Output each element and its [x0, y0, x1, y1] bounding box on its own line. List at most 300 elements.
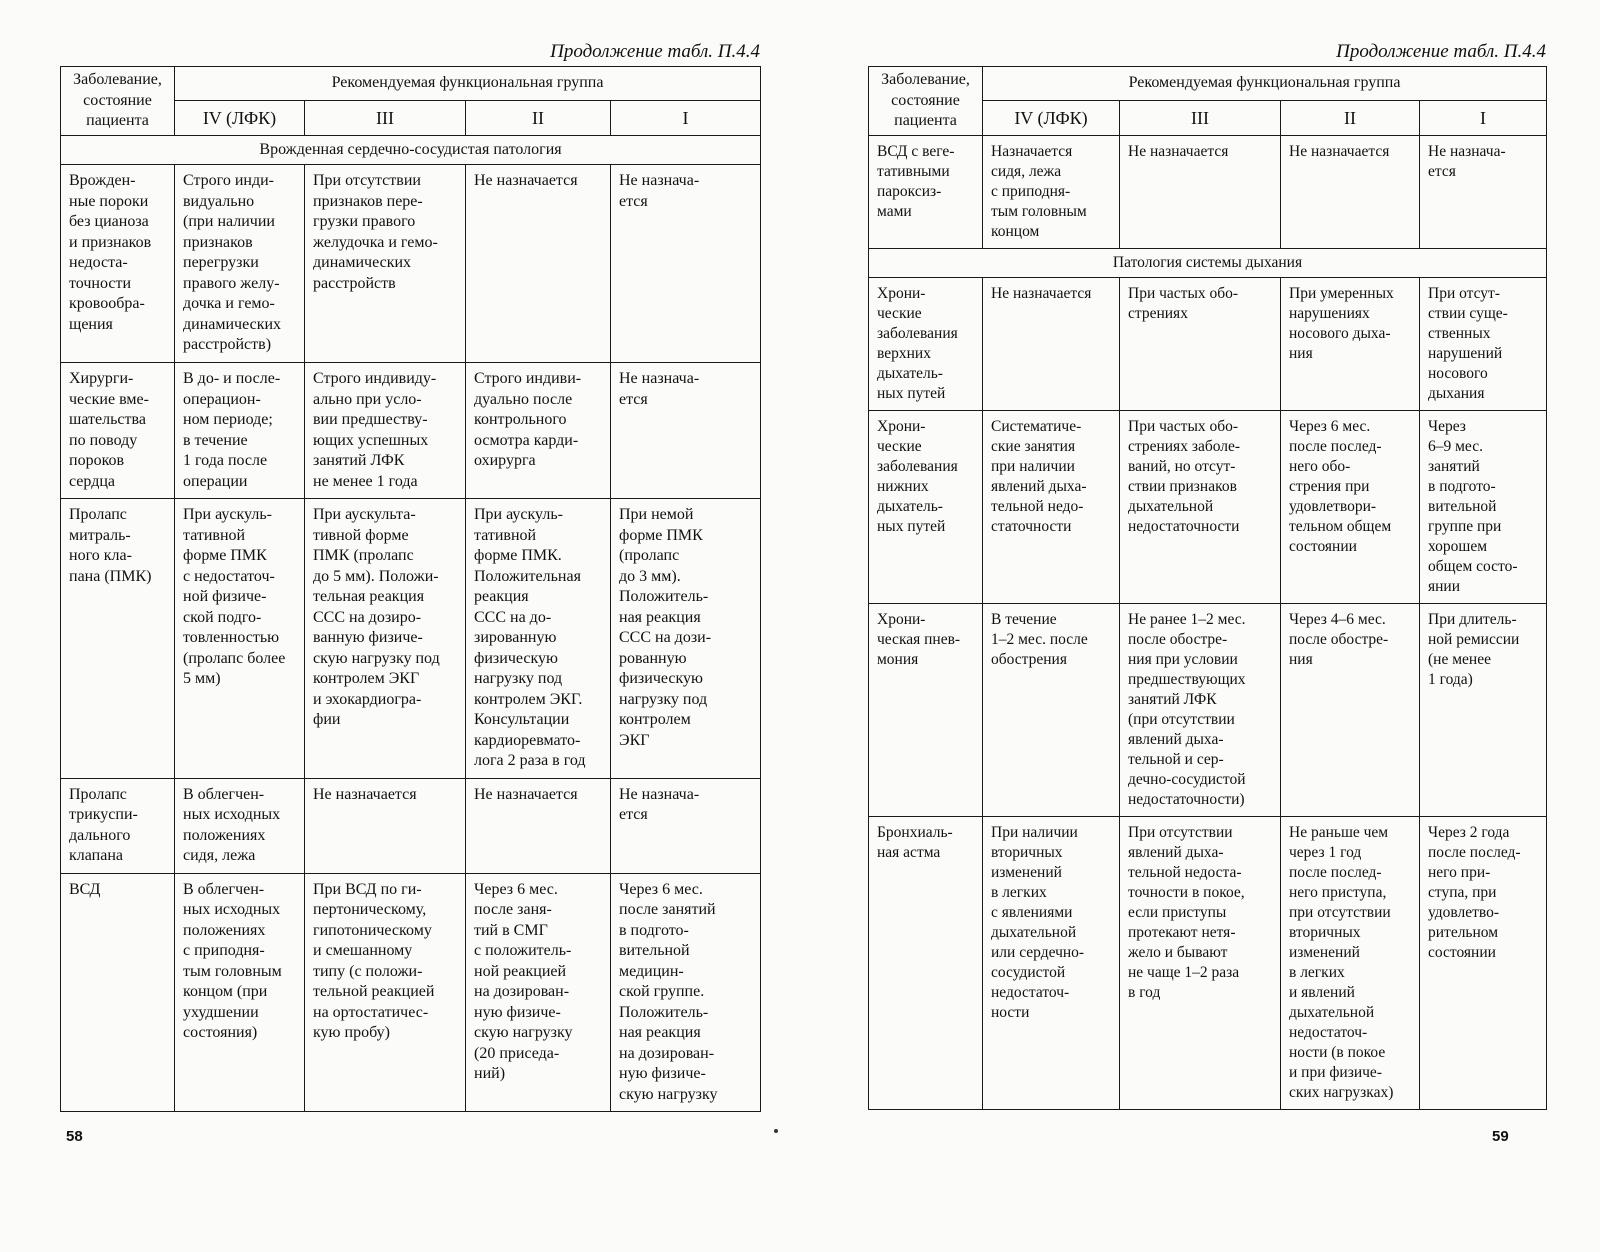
table-header-row: [61, 67, 761, 101]
cell-line: явлений дыха-: [991, 477, 1087, 495]
group-iv-header: IV (ЛФК): [983, 101, 1120, 135]
cell-line: тельной реакцией: [313, 983, 435, 1000]
cell-line: ется: [1428, 162, 1456, 180]
disease-cell: [869, 603, 983, 816]
cell-line: положениях: [183, 826, 266, 844]
group-ii-cell: [1281, 410, 1420, 603]
cell-line: ется: [619, 806, 648, 823]
cell-line: недостаточ-: [1289, 1023, 1368, 1041]
cell-line: При отсутствии: [313, 172, 421, 189]
cell-line: При длитель-: [1428, 610, 1517, 628]
disease-cell: [61, 363, 175, 499]
cell-line: ВСД: [69, 880, 101, 898]
group-iv-cell: [983, 603, 1120, 816]
table-row: [869, 816, 1547, 1109]
cell-line: В облегчен-: [183, 785, 265, 803]
group-iii-cell: [305, 499, 466, 779]
cell-line: при отсутствии: [1289, 903, 1391, 921]
cell-line: физическую: [619, 670, 703, 687]
disease-cell: [61, 499, 175, 779]
cell-line: ческие: [877, 437, 922, 455]
cell-line: (пролапс: [619, 547, 680, 564]
cell-line: в год: [1128, 983, 1161, 1001]
cell-line: Не назначается: [1289, 142, 1390, 160]
cell-line: При частых обо-: [1128, 284, 1239, 302]
cell-line: 5 мм): [183, 670, 221, 687]
cell-line: перегрузки: [183, 254, 259, 271]
table-row: [61, 873, 761, 1112]
cell-line: вторичных: [991, 843, 1063, 861]
cell-line: нижних: [877, 477, 929, 495]
cell-line: кардиоревмато-: [474, 731, 581, 749]
disease-cell: [61, 165, 175, 363]
cell-line: При аускуль-: [183, 506, 272, 523]
cell-line: При аускуль-: [474, 506, 563, 523]
cell-line: шательства: [69, 411, 146, 428]
cell-line: в течение: [183, 431, 248, 449]
cell-line: ванную физиче-: [313, 629, 423, 646]
table-header-row: [869, 67, 1547, 101]
cell-line: Не назнача-: [1428, 142, 1506, 160]
cell-line: ные пороки: [69, 192, 149, 210]
cell-line: ется: [619, 192, 648, 210]
cell-line: ССС на дозиро-: [313, 608, 422, 626]
cell-line: Не назначается: [1128, 142, 1229, 160]
group-iv-cell: [983, 135, 1120, 248]
cell-line: ческие вме-: [69, 390, 149, 408]
cell-line: 1 года после: [183, 452, 268, 469]
cell-line: состояния): [183, 1024, 258, 1041]
cell-line: вительной: [1428, 497, 1497, 515]
cell-line: Положитель-: [619, 588, 709, 605]
cell-line: митраль-: [69, 526, 131, 544]
cell-line: в подгото-: [619, 921, 689, 939]
cell-line: Пролапс: [69, 506, 127, 523]
continuation-caption: Продолжение табл. П.4.4: [550, 41, 760, 62]
cell-line: с недостаточ-: [183, 567, 275, 585]
cell-line: ная реакция: [619, 608, 701, 626]
group-i-cell: [1420, 603, 1547, 816]
group-title-header: Рекомендуемая функциональная группа: [175, 67, 761, 101]
cell-line: клапана: [69, 847, 123, 864]
cell-line: При аускульта-: [313, 506, 416, 523]
cell-line: пациента: [894, 112, 957, 129]
cell-line: не менее 1 года: [313, 472, 418, 490]
cell-line: и смешанному: [313, 942, 413, 959]
cell-line: хорошем: [1428, 537, 1488, 555]
cell-line: пана (ПМК): [69, 567, 152, 585]
cell-line: стрениях: [1128, 304, 1188, 322]
group-i-cell: [611, 778, 761, 873]
cell-line: ющих успешных: [313, 431, 429, 449]
cell-line: него при-: [1428, 863, 1491, 881]
page-number: 59: [1492, 1128, 1509, 1145]
cell-line: в легких: [1289, 963, 1345, 981]
cell-line: тым головным: [183, 962, 282, 980]
cell-line: в легких: [991, 883, 1047, 901]
cell-line: тельная реакция: [313, 588, 425, 605]
cell-line: явлений дыха-: [1128, 843, 1224, 861]
cell-line: правого желу-: [183, 274, 280, 292]
cell-line: вительной: [619, 942, 690, 959]
table-row: [869, 410, 1547, 603]
cell-line: В облегчен-: [183, 880, 265, 898]
cell-line: тым головным: [991, 202, 1087, 220]
cell-line: с приподня-: [183, 942, 265, 959]
group-ii-cell: [1281, 603, 1420, 816]
cell-line: кую пробу): [313, 1024, 390, 1041]
cell-line: товленностью: [183, 629, 280, 646]
gutter-dot: [774, 1129, 778, 1133]
cell-line: сердца: [69, 472, 115, 490]
cell-line: ЭКГ: [619, 731, 650, 749]
page-number: 58: [66, 1128, 83, 1145]
cell-line: Не назнача-: [619, 172, 700, 189]
cell-line: ально при усло-: [313, 390, 422, 408]
cell-line: если приступы: [1128, 903, 1227, 921]
group-i-header: I: [611, 101, 761, 135]
cell-line: Через 2 года: [1428, 823, 1510, 841]
cell-line: точности в покое,: [1128, 883, 1245, 901]
cell-line: Бронхиаль-: [877, 823, 953, 841]
cell-line: ской подго-: [183, 608, 262, 626]
cell-line: ния: [1289, 650, 1313, 668]
cell-line: с положитель-: [474, 942, 572, 959]
cell-line: сидя, лежа: [991, 162, 1062, 180]
cell-line: ного кла-: [69, 547, 132, 564]
group-i-header: I: [1420, 101, 1547, 135]
group-iii-cell: [305, 778, 466, 873]
cell-line: осмотра карди-: [474, 431, 579, 449]
cell-line: недоста-: [69, 254, 128, 271]
cell-line: При наличии: [991, 823, 1078, 841]
cell-line: форме ПМК: [183, 547, 267, 564]
cell-line: и эхокардиогра-: [313, 690, 422, 708]
cell-line: ствии суще-: [1428, 304, 1508, 322]
recommendation-table: [60, 66, 761, 1112]
group-ii-cell: [1281, 135, 1420, 248]
cell-line: (не менее: [1428, 650, 1491, 668]
cell-line: (при отсутствии: [1128, 710, 1235, 728]
cell-line: контролем: [619, 711, 691, 728]
cell-line: и при физиче-: [1289, 1063, 1382, 1081]
cell-line: ния: [1289, 344, 1313, 362]
cell-line: тий в СМГ: [474, 921, 548, 939]
cell-line: изменений: [1289, 943, 1360, 961]
section-title: Патология системы дыхания: [869, 248, 1547, 277]
cell-line: и явлений: [1289, 983, 1355, 1001]
cell-line: ских нагрузках): [1289, 1083, 1394, 1101]
cell-line: ческие: [877, 304, 922, 322]
cell-line: после послед-: [1289, 437, 1382, 455]
cell-line: вии предшеству-: [313, 411, 428, 428]
cell-line: типу (с положи-: [313, 962, 423, 980]
group-ii-cell: [1281, 277, 1420, 410]
cell-line: ных путей: [877, 517, 946, 535]
cell-line: контролем ЭКГ.: [474, 690, 583, 708]
cell-line: концом (при: [183, 983, 268, 1000]
cell-line: на дозирован-: [619, 1044, 715, 1062]
cell-line: При ВСД по ги-: [313, 880, 422, 898]
cell-line: в подгото-: [1428, 477, 1496, 495]
cell-line: 1 года): [1428, 670, 1473, 688]
cell-line: статочности: [991, 517, 1072, 535]
cell-line: При умеренных: [1289, 284, 1394, 302]
cell-line: щения: [69, 315, 113, 333]
cell-line: Назначается: [991, 142, 1073, 160]
cell-line: ном периоде;: [183, 411, 273, 428]
cell-line: ской группе.: [619, 983, 705, 1000]
group-iii-cell: [1120, 135, 1281, 248]
cell-line: состоянии: [1428, 943, 1496, 961]
group-i-cell: [1420, 410, 1547, 603]
group-iv-cell: [175, 499, 305, 779]
group-ii-cell: [466, 778, 611, 873]
section-row: [61, 135, 761, 165]
cell-line: пароксиз-: [877, 182, 942, 200]
group-iv-cell: [175, 873, 305, 1112]
cell-line: Строго инди-: [183, 172, 274, 189]
cell-line: реакция: [474, 588, 529, 605]
group-iii-cell: [1120, 603, 1281, 816]
cell-line: дального: [69, 826, 131, 844]
cell-line: (при наличии: [183, 213, 275, 230]
cell-line: общем состо-: [1428, 557, 1518, 575]
cell-line: (20 приседа-: [474, 1044, 560, 1062]
cell-line: без цианоза: [69, 213, 149, 230]
group-ii-header: II: [466, 101, 611, 135]
cell-line: дыхательной: [991, 923, 1077, 941]
cell-line: ности: [991, 1003, 1030, 1021]
cell-line: сосудистой: [991, 963, 1066, 981]
cell-line: состоянии: [1289, 537, 1357, 555]
table-row: [869, 603, 1547, 816]
cell-line: тативной: [474, 526, 537, 544]
group-iii-cell: [1120, 410, 1281, 603]
cell-line: положениях: [183, 921, 266, 939]
cell-line: кровообра-: [69, 295, 145, 312]
group-iii-cell: [1120, 816, 1281, 1109]
section-title: Врожденная сердечно-сосудистая патология: [61, 135, 761, 165]
cell-line: Хрони-: [877, 417, 926, 435]
cell-line: операции: [183, 472, 248, 490]
cell-line: точности: [69, 274, 132, 292]
disease-cell: [869, 277, 983, 410]
disease-cell: [61, 873, 175, 1112]
cell-line: удовлетво-: [1428, 903, 1500, 921]
cell-line: Не ранее 1–2 мес.: [1128, 610, 1246, 628]
group-iii-cell: [305, 873, 466, 1112]
cell-line: Через 6 мес.: [1289, 417, 1371, 435]
cell-line: тативными: [877, 162, 950, 180]
cell-line: изменений: [991, 863, 1062, 881]
cell-line: группе при: [1428, 517, 1502, 535]
cell-line: верхних: [877, 344, 931, 362]
cell-line: форме ПМК.: [474, 547, 562, 564]
group-iii-header: III: [1120, 101, 1281, 135]
cell-line: него приступа,: [1289, 883, 1387, 901]
cell-line: с явлениями: [991, 903, 1073, 921]
cell-line: ной реакцией: [474, 962, 567, 980]
group-iv-cell: [983, 410, 1120, 603]
cell-line: При отсут-: [1428, 284, 1500, 302]
group-i-cell: [1420, 277, 1547, 410]
cell-line: и признаков: [69, 233, 152, 251]
cell-line: расстройств): [183, 336, 272, 353]
cell-line: ной физиче-: [183, 588, 267, 605]
cell-line: после послед-: [1289, 863, 1382, 881]
cell-line: после обостре-: [1289, 630, 1389, 648]
cell-line: ная реакция: [619, 1024, 701, 1041]
cell-line: Консультации: [474, 711, 570, 728]
cell-line: состояние: [83, 91, 152, 109]
cell-line: ские занятия: [991, 437, 1076, 455]
group-i-cell: [611, 873, 761, 1112]
cell-line: Положитель-: [619, 1003, 709, 1021]
cell-line: ности (в покое: [1289, 1043, 1386, 1061]
cell-line: ступа, при: [1428, 883, 1497, 901]
group-iv-cell: [175, 363, 305, 499]
cell-line: скую нагрузку под: [313, 649, 440, 667]
cell-line: протекают нетя-: [1128, 923, 1236, 941]
cell-line: по поводу: [69, 431, 138, 449]
cell-line: до 5 мм). Положи-: [313, 567, 439, 585]
cell-line: нарушениях: [1289, 304, 1370, 322]
cell-line: медицин-: [619, 962, 684, 980]
table-row: [869, 277, 1547, 410]
cell-line: ственных: [1428, 324, 1491, 342]
cell-line: дыхатель-: [877, 497, 943, 515]
group-iii-header: III: [305, 101, 466, 135]
cell-line: стрения при: [1289, 477, 1370, 495]
cell-line: физическую: [474, 649, 558, 667]
cell-line: мами: [877, 202, 912, 220]
cell-line: после послед-: [1428, 843, 1521, 861]
cell-line: расстройств: [313, 274, 396, 292]
cell-line: недостаточ-: [991, 983, 1070, 1001]
cell-line: Не назначается: [991, 284, 1092, 302]
cell-line: ВСД с веге-: [877, 142, 955, 160]
disease-cell: [869, 135, 983, 248]
cell-line: тельном общем: [1289, 517, 1392, 535]
group-i-cell: [611, 499, 761, 779]
continuation-caption: Продолжение табл. П.4.4: [1336, 41, 1546, 62]
disease-column-header: [61, 67, 175, 136]
cell-line: при наличии: [991, 457, 1075, 475]
cell-line: занятий ЛФК: [1128, 690, 1217, 708]
table-row: [61, 165, 761, 363]
group-iv-cell: [175, 165, 305, 363]
cell-line: При отсутствии: [1128, 823, 1233, 841]
cell-line: не чаще 1–2 раза: [1128, 963, 1240, 981]
group-iv-cell: [983, 816, 1120, 1109]
cell-line: ной ремиссии: [1428, 630, 1520, 648]
disease-column-header: [869, 67, 983, 136]
cell-line: Через 4–6 мес.: [1289, 610, 1386, 628]
group-iii-cell: [1120, 277, 1281, 410]
group-iv-header: IV (ЛФК): [175, 101, 305, 135]
cell-line: с приподня-: [991, 182, 1071, 200]
cell-line: ПМК (пролапс: [313, 547, 414, 564]
cell-line: тельной недоста-: [1128, 863, 1242, 881]
group-ii-cell: [1281, 816, 1420, 1109]
cell-line: тельной и сер-: [1128, 750, 1224, 768]
cell-line: ческая пнев-: [877, 630, 961, 648]
group-i-cell: [1420, 816, 1547, 1109]
cell-line: видуально: [183, 192, 255, 210]
group-ii-header: II: [1281, 101, 1420, 135]
cell-line: 6–9 мес.: [1428, 437, 1483, 455]
cell-line: жело и бывают: [1128, 943, 1228, 961]
table-row: [869, 135, 1547, 248]
recommendation-table: [868, 66, 1547, 1110]
cell-line: контрольного: [474, 411, 567, 428]
cell-line: скую нагрузку: [619, 1085, 718, 1103]
cell-line: ствии признаков: [1128, 477, 1237, 495]
cell-line: вторичных: [1289, 923, 1361, 941]
cell-line: Не назначается: [313, 785, 417, 803]
cell-line: признаков: [183, 233, 253, 251]
cell-line: пертоническому,: [313, 901, 427, 918]
cell-line: 1–2 мес. после: [991, 630, 1088, 648]
cell-line: ухудшении: [183, 1003, 259, 1021]
cell-line: ССС на до-: [474, 608, 552, 626]
cell-line: носового: [1428, 364, 1488, 382]
cell-line: заболевания: [877, 324, 958, 342]
cell-line: ется: [619, 390, 648, 408]
cell-line: ных исходных: [183, 806, 281, 823]
cell-line: дыхатель-: [877, 364, 943, 382]
cell-line: или сердечно-: [991, 943, 1085, 961]
cell-line: дыхательной: [1289, 1003, 1375, 1021]
cell-line: ных исходных: [183, 901, 281, 918]
cell-line: тативной: [183, 526, 246, 544]
cell-line: Через 6 мес.: [474, 880, 558, 898]
cell-line: Не назначается: [474, 785, 578, 803]
group-iv-cell: [175, 778, 305, 873]
cell-line: Хирурги-: [69, 370, 134, 387]
cell-line: обострения: [991, 650, 1067, 668]
cell-line: Не назнача-: [619, 785, 700, 803]
table-row: [61, 778, 761, 873]
group-ii-cell: [466, 363, 611, 499]
cell-line: В течение: [991, 610, 1057, 628]
cell-line: мония: [877, 650, 919, 668]
cell-line: Хрони-: [877, 284, 926, 302]
cell-line: дечно-сосудистой: [1128, 770, 1246, 788]
cell-line: после заня-: [474, 901, 552, 918]
cell-line: желудочка и гемо-: [313, 233, 438, 251]
cell-line: охирурга: [474, 452, 536, 469]
cell-line: дуально после: [474, 390, 573, 408]
disease-cell: [869, 816, 983, 1109]
cell-line: дыхания: [1428, 384, 1485, 402]
cell-line: лога 2 раза в год: [474, 752, 586, 769]
cell-line: динамических: [313, 254, 412, 271]
left-page: [60, 40, 760, 1112]
table-row: [61, 499, 761, 779]
group-i-cell: [611, 165, 761, 363]
cell-line: нагрузку под: [474, 670, 563, 687]
cell-line: дыхательной: [1128, 497, 1214, 515]
cell-line: концом: [991, 222, 1040, 240]
cell-line: предшествующих: [1128, 670, 1246, 688]
group-i-cell: [1420, 135, 1547, 248]
table-row: [61, 363, 761, 499]
cell-line: Заболевание,: [881, 71, 970, 88]
cell-line: Через: [1428, 417, 1466, 435]
cell-line: рительном: [1428, 923, 1499, 941]
